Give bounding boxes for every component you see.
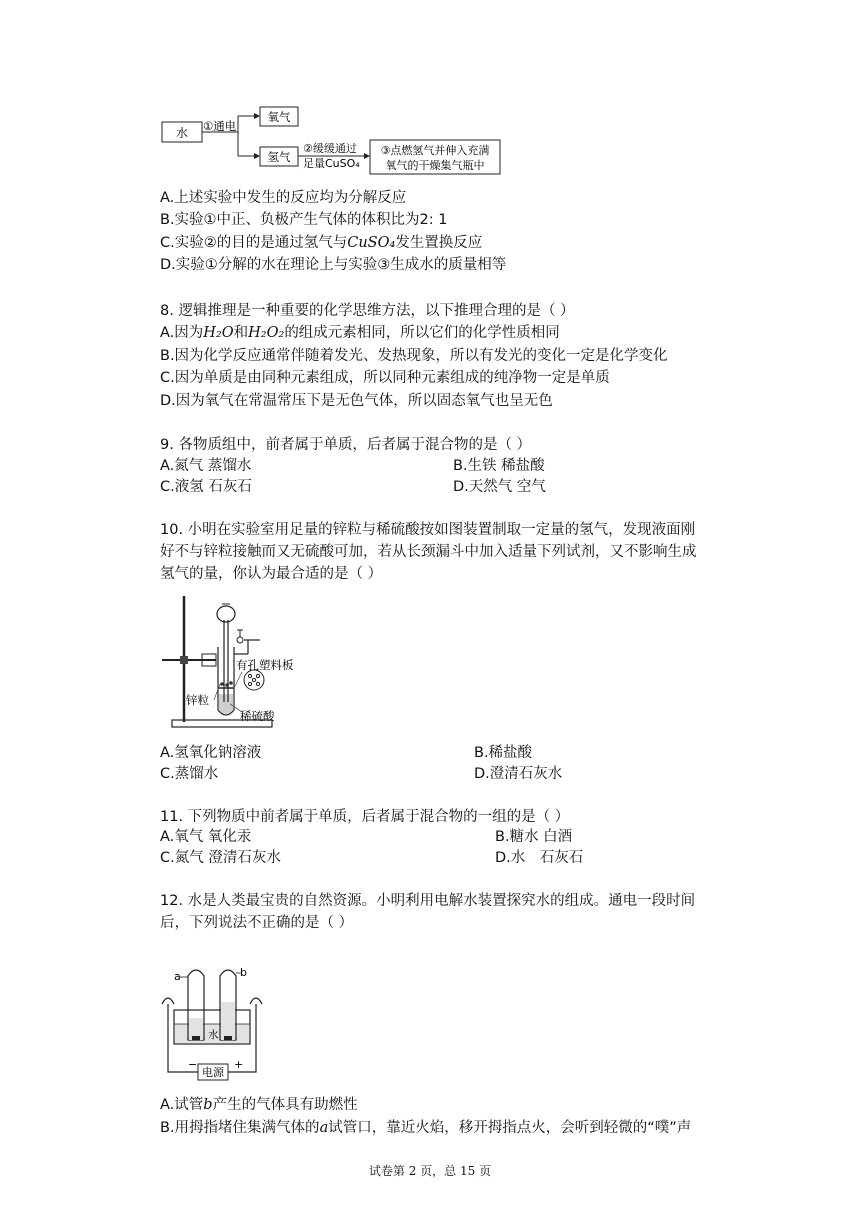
q7-option-a: A.上述实验中发生的反应均为分解反应	[160, 190, 407, 206]
perforated-plate-label: 有孔塑料板	[236, 658, 294, 672]
q10-option-d: D.澄清石灰水	[474, 766, 563, 782]
q10-stem-line3: 氢气的量，你认为最合适的是（ ）	[160, 566, 383, 582]
q12-option-a-variable: b	[203, 1097, 213, 1113]
q8-option-b: B.因为化学反应通常伴随着发光、发热现象，所以有发光的变化一定是化学变化	[160, 348, 668, 364]
tube-b-label: b	[240, 966, 247, 979]
q8-stem: 8. 逻辑推理是一种重要的化学思维方法，以下推理合理的是（ ）	[160, 303, 575, 319]
q10-option-c: C.蒸馏水	[160, 766, 219, 782]
q12-option-b	[160, 1117, 691, 1139]
q8-option-a-and: 和	[233, 325, 249, 341]
q12-option-b-suffix: 试管口，靠近火焰，移开拇指点火，会听到轻微的“噗”声	[328, 1120, 692, 1136]
q7-option-b: B.实验①中正、负极产生气体的体积比为2: 1	[160, 212, 448, 228]
q9-option-b: B.生铁 稀盐酸	[453, 458, 545, 474]
q8-option-a-prefix: A.因为	[160, 325, 204, 341]
q8-option-c: C.因为单质是由同种元素组成，所以同种元素组成的纯净物一定是单质	[160, 370, 610, 386]
q12-option-a-suffix: 产生的气体具有助燃性	[212, 1097, 358, 1113]
q12-option-a-prefix: A.试管	[160, 1097, 204, 1113]
q9-stem: 9. 各物质组中，前者属于单质，后者属于混合物的是（ ）	[160, 437, 532, 453]
power-supply-label: 电源	[202, 1066, 224, 1079]
q11-option-c: C.氮气 澄清石灰水	[160, 850, 281, 866]
page-footer: 试卷第 2 页，总 15 页	[368, 1164, 492, 1178]
tube-a-label: a	[174, 970, 181, 983]
q10-stem-line2: 好不与锌粒接触而又无硫酸可加，若从长颈漏斗中加入适量下列试剂，又不影响生成	[160, 544, 697, 560]
q12-option-b-prefix: B.用拇指堵住集满气体的	[160, 1120, 320, 1136]
acid-label: 稀硫酸	[240, 709, 275, 723]
q10-option-a: A.氢氧化钠溶液	[160, 745, 262, 761]
electrolysis-flow-diagram	[158, 102, 508, 182]
q8-option-a-formula-peroxide: H₂O₂	[248, 325, 285, 341]
q7-option-c-suffix: 发生置换反应	[395, 235, 483, 251]
q10-stem-line1: 10. 小明在实验室用足量的锌粒与稀硫酸按如图装置制取一定量的氢气，发现液面刚	[160, 522, 696, 538]
water-electrolysis-apparatus-figure	[158, 962, 268, 1086]
step2-label-line2: 足量CuSO₄	[303, 157, 360, 170]
q7-option-c-formula: CuSO₄	[347, 235, 396, 251]
positive-terminal-label: +	[234, 1058, 244, 1071]
q12-stem-line2: 后，下列说法不正确的是（ ）	[160, 915, 354, 931]
hydrogen-label: 氢气	[267, 150, 291, 164]
water-label: 水	[208, 1029, 219, 1041]
water-label: 水	[175, 126, 189, 140]
q11-option-a: A.氧气 氧化汞	[160, 829, 252, 845]
step3-label-line2: 氧气的干燥集气瓶中	[385, 159, 485, 172]
hydrogen-generator-apparatus-figure	[158, 592, 318, 734]
zinc-label: 锌粒	[186, 693, 209, 707]
q12-option-b-variable: a	[319, 1120, 329, 1136]
q11-stem: 11. 下列物质中前者属于单质，后者属于混合物的一组的是（ ）	[160, 809, 570, 825]
q9-option-d: D.天然气 空气	[453, 479, 546, 495]
oxygen-label: 氧气	[267, 110, 291, 124]
q8-option-a-formula-water: H₂O	[203, 325, 234, 341]
q12-option-a	[160, 1094, 358, 1116]
q9-option-a: A.氮气 蒸馏水	[160, 458, 252, 474]
q8-option-a-suffix: 的组成元素相同，所以它们的化学性质相同	[284, 325, 560, 341]
step2-label-line1: ②缓缓通过	[303, 142, 357, 155]
q8-option-a	[160, 322, 560, 344]
q7-option-c	[160, 232, 482, 254]
perforated-plate-detail-icon	[244, 670, 264, 690]
q12-stem-line1: 12. 水是人类最宝贵的自然资源。小明利用电解水装置探究水的组成。通电一段时间	[160, 893, 696, 909]
q11-option-b: B.糖水 白酒	[495, 829, 573, 845]
step3-label-line1: ③点燃氢气并伸入充满	[380, 144, 490, 157]
q7-option-c-prefix: C.实验②的目的是通过氢气与	[160, 235, 348, 251]
q10-option-b: B.稀盐酸	[474, 745, 533, 761]
q8-option-d: D.因为氧气在常温常压下是无色气体，所以固态氧气也呈无色	[160, 393, 553, 409]
q11-option-d: D.水 石灰石	[495, 850, 584, 866]
q7-option-d: D.实验①分解的水在理论上与实验③生成水的质量相等	[160, 257, 507, 273]
negative-terminal-label: −	[188, 1058, 198, 1071]
step1-label: ①通电	[203, 119, 237, 133]
q9-option-c: C.液氢 石灰石	[160, 479, 252, 495]
